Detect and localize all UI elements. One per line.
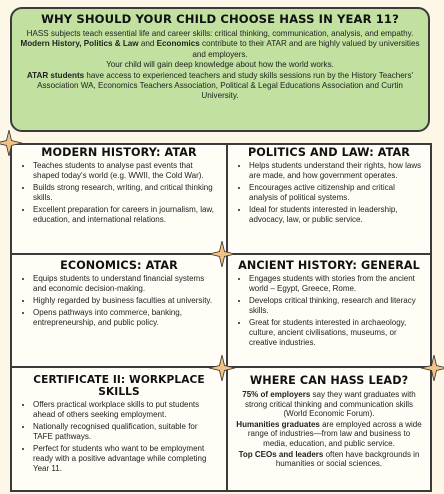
intro-line-4-bold: ATAR students (26, 70, 85, 80)
intro-title: WHY SHOULD YOUR CHILD CHOOSE HASS IN YEAR 11? (41, 12, 399, 26)
hass-lead-title: WHERE CAN HASS LEAD? (249, 374, 409, 387)
list-item: • Ideal for students interested in leadership, advocacy, law, or public service. (249, 205, 423, 225)
star-icon (209, 241, 235, 267)
politics-law-title: POLITICS AND LAW: ATAR (247, 146, 411, 159)
hass-lead-para-1 (235, 390, 423, 419)
certificate-box (10, 366, 228, 492)
hass-lead-para-3-rest: often have backgrounds in humanities or social sciences. (275, 449, 420, 469)
intro-line-2-and: and (138, 39, 157, 49)
ancient-history-title: ANCIENT HISTORY: GENERAL (238, 259, 420, 272)
intro-line-3: Your child will gain deep knowledge about how the world works. (106, 60, 334, 70)
economics-title: ECONOMICS: ATAR (60, 259, 178, 272)
economics-list (19, 274, 219, 328)
hass-lead-para-2 (235, 420, 423, 449)
star-icon (421, 355, 444, 381)
intro-line-2-subjects: Modern History, Politics & Law (20, 39, 139, 49)
hass-lead-para-2-bold: Humanities graduates (236, 419, 320, 429)
hass-lead-box (226, 366, 432, 492)
list-item: • Helps students understand their rights, how laws are made, and how government operates. (249, 161, 423, 181)
list-item: • Teaches students to analyse past events that shaped today's world (e.g. WWII, the Cold War). (33, 161, 219, 181)
certificate-title: CERTIFICATE II: WORKPLACE SKILLS (33, 374, 205, 398)
hass-lead-para-2-rest: are employed across a wide range of industries—from law and business to media, education, and public service. (247, 419, 422, 448)
intro-line-1: HASS subjects teach essential life and career skills: critical thinking, communication, analysis, and empathy. (26, 29, 414, 38)
ancient-history-box (226, 253, 432, 368)
certificate-list (19, 400, 219, 474)
intro-line-2 (18, 39, 422, 60)
politics-law-list (235, 161, 423, 225)
intro-panel (10, 7, 430, 132)
ancient-history-list (235, 274, 423, 348)
list-item: • Nationally recognised qualification, suitable for TAFE pathways. (33, 422, 219, 442)
politics-law-box (226, 143, 432, 255)
intro-line-4 (18, 71, 422, 102)
modern-history-list (19, 161, 219, 225)
list-item: • Builds strong research, writing, and critical thinking skills. (33, 183, 219, 203)
intro-line-2-rest: contribute to their ATAR and are highly valued by universities and employers. (192, 39, 420, 59)
list-item: • Engages students with stories from the ancient world – Egypt, Greece, Rome. (249, 274, 423, 294)
modern-history-title: MODERN HISTORY: ATAR (41, 146, 197, 159)
hass-lead-para-3-bold: Top CEOs and leaders (238, 449, 324, 459)
intro-line-2-economics: Economics (156, 39, 200, 49)
list-item: • Great for students interested in archaeology, culture, ancient civilisations, museums, or creative industries. (249, 318, 423, 349)
list-item: • Perfect for students who want to be employment ready with a positive advantage while completing Year 11. (33, 444, 219, 475)
hass-lead-para-1-bold: 75% of employers (242, 390, 311, 399)
economics-box (10, 253, 228, 368)
list-item: • Develops critical thinking, research and literacy skills. (249, 296, 423, 316)
list-item: • Highly regarded by business faculties at university. (33, 296, 219, 306)
modern-history-box (10, 143, 228, 255)
list-item: • Equips students to understand financial systems and economic decision-making. (33, 274, 219, 294)
star-icon (0, 130, 22, 156)
hass-lead-para-1-rest: say they want graduates with strong critical thinking and communication skills (World Economic Forum). (244, 390, 416, 419)
list-item: • Excellent preparation for careers in journalism, law, education, and international relations. (33, 205, 219, 225)
list-item: • Offers practical workplace skills to put students ahead of others seeking employment. (33, 400, 219, 420)
intro-line-4-rest: have access to experienced teachers and study skills sessions run by the History Teachers' Association WA, Economics Teachers Association, Political & Legal Educations Association and Curtin University. (37, 70, 414, 101)
list-item: • Encourages active citizenship and critical analysis of political systems. (249, 183, 423, 203)
list-item: • Opens pathways into commerce, banking, entrepreneurship, and public policy. (33, 308, 219, 328)
star-icon (209, 355, 235, 381)
hass-lead-para-3 (235, 450, 423, 469)
